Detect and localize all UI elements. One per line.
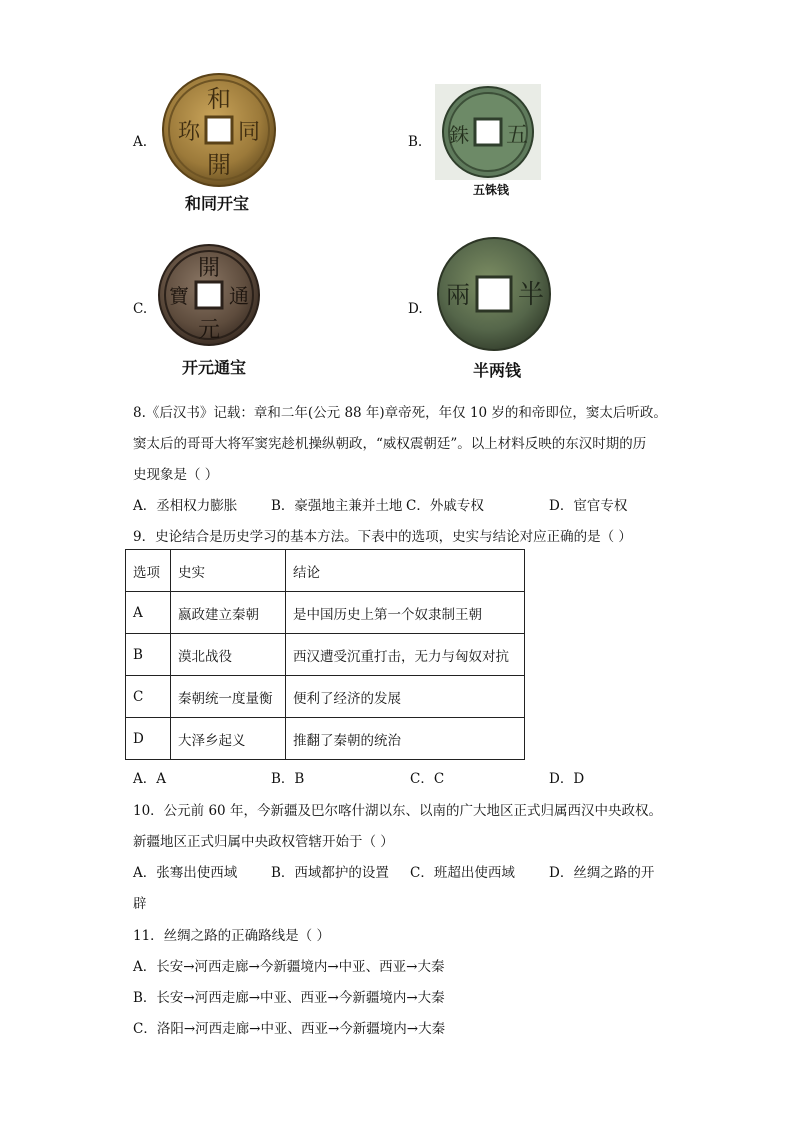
q9-option-c: C．C (410, 771, 445, 787)
table-cell: 推翻了秦朝的统治 (286, 718, 525, 760)
q11-option-c: C．洛阳→河西走廊→中亚、西亚→今新疆境内→大秦 (133, 1021, 446, 1037)
coin-a-glyph-top: 和 (207, 85, 231, 113)
option-d-label: D. (408, 301, 423, 317)
coin-c-caption: 开元通宝 (182, 358, 247, 377)
option-b-label: B. (408, 134, 423, 150)
q10-option-c: C．班超出使西域 (410, 865, 515, 881)
q9-option-a: A．A (133, 771, 166, 787)
q11-stem: 11．丝绸之路的正确路线是（ ） (133, 928, 330, 944)
q8-option-a: A．丞相权力膨胀 (133, 498, 238, 514)
coin-c-glyph-right: 通 (229, 284, 249, 308)
coin-b-caption: 五铢钱 (473, 183, 510, 197)
coin-a-glyph-bottom: 開 (207, 151, 231, 179)
table-cell: 是中国历史上第一个奴隶制王朝 (286, 592, 525, 634)
q8-option-b: B．豪强地主兼并土地 (271, 498, 403, 514)
table-header-row (126, 550, 525, 592)
coin-c-glyph-bottom: 元 (197, 318, 221, 343)
coin-b-glyph-left: 銖 (449, 123, 469, 147)
table-cell: A (126, 592, 171, 634)
q10-option-a: A．张骞出使西域 (133, 865, 238, 881)
q9-table (125, 549, 525, 760)
table-cell: 便利了经济的发展 (286, 676, 525, 718)
q9-option-b: B．B (271, 771, 305, 787)
q10-option-b: B．西域都护的设置 (271, 865, 389, 881)
coin-a-caption: 和同开宝 (185, 194, 250, 213)
q8-stem-line-3: 史现象是（ ） (133, 467, 219, 483)
table-cell: C (126, 676, 171, 718)
q11-option-b: B．长安→河西走廊→中亚、西亚→今新疆境内→大秦 (133, 990, 445, 1006)
table-header-cell: 史实 (171, 550, 286, 592)
table-cell: 嬴政建立秦朝 (171, 592, 286, 634)
q9-option-d: D．D (549, 771, 585, 787)
coin-a-glyph-left: 珎 (177, 120, 201, 145)
option-c-label: C. (133, 301, 148, 317)
coin-image-kaiyuan-tongbao (156, 243, 262, 347)
coin-a-glyph-right: 同 (237, 120, 261, 145)
q10-stem-line-1: 10．公元前 60 年，今新疆及巴尔喀什湖以东、以南的广大地区正式归属西汉中央政权。 (133, 803, 662, 819)
option-a-label: A. (133, 134, 148, 150)
table-cell: D (126, 718, 171, 760)
q8-stem-line-2: 窦太后的哥哥大将军窦宪趁机操纵朝政，“威权震朝廷”。以上材料反映的东汉时期的历 (133, 436, 647, 452)
coin-c-glyph-left: 寶 (169, 284, 189, 308)
q8-option-c: C．外戚专权 (406, 498, 484, 514)
table-cell: 漠北战役 (171, 634, 286, 676)
table-cell: B (126, 634, 171, 676)
coin-d-caption: 半两钱 (473, 361, 522, 380)
coin-d-glyph-left: 兩 (446, 281, 470, 309)
q11-option-a: A．长安→河西走廊→今新疆境内→中亚、西亚→大秦 (133, 959, 445, 975)
coin-image-wuzhu (435, 84, 541, 180)
table-cell: 秦朝统一度量衡 (171, 676, 286, 718)
table-row (126, 634, 525, 676)
q10-option-d-continuation: 辟 (133, 896, 147, 912)
table-cell: 西汉遭受沉重打击，无力与匈奴对抗 (286, 634, 525, 676)
coin-c-glyph-top: 開 (197, 256, 221, 281)
q10-option-d: D．丝绸之路的开 (549, 865, 655, 881)
coin-image-banliang (436, 237, 554, 353)
table-cell: 大泽乡起义 (171, 718, 286, 760)
q8-stem-line-1: 8.《后汉书》记载：章和二年(公元 88 年)章帝死，年仅 10 岁的和帝即位，窦太后听政。 (133, 405, 667, 421)
q9-stem: 9．史论结合是历史学习的基本方法。下表中的选项，史实与结论对应正确的是（ ） (133, 529, 632, 545)
table-row (126, 718, 525, 760)
table-header-cell: 选项 (126, 550, 171, 592)
q10-stem-line-2: 新疆地区正式归属中央政权管辖开始于（ ） (133, 834, 394, 850)
table-row (126, 592, 525, 634)
coin-image-hetong-kaibao (161, 67, 277, 189)
q8-option-d: D．宦官专权 (549, 498, 628, 514)
table-header-cell: 结论 (286, 550, 525, 592)
coin-b-glyph-right: 五 (505, 123, 529, 148)
coin-d-glyph-right: 半 (517, 280, 545, 310)
table-row (126, 676, 525, 718)
